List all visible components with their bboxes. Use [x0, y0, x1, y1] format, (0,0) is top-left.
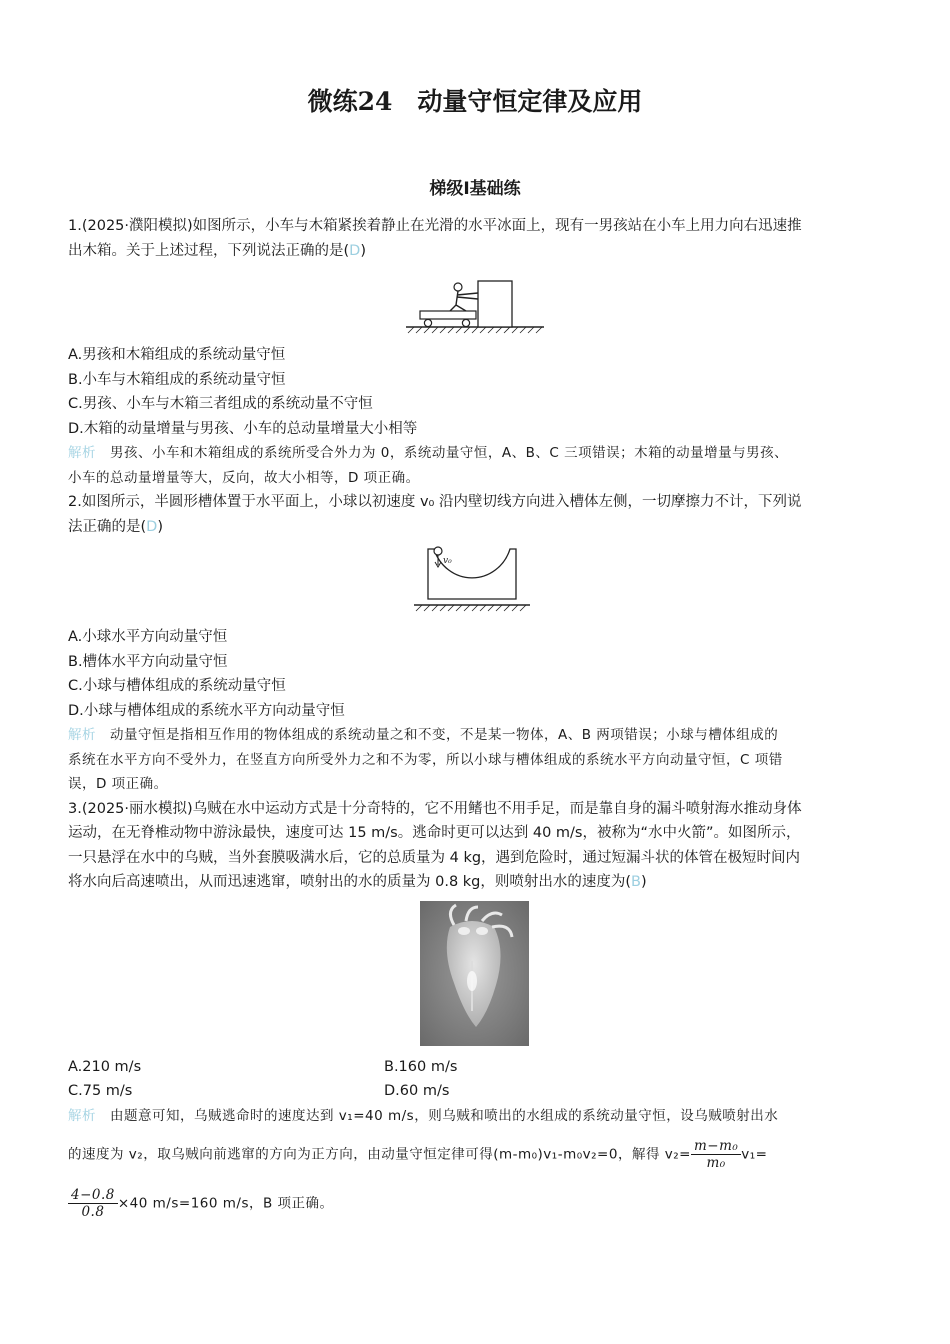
q3-stem-line3: 一只悬浮在水中的乌贼，当外套膜吸满水后，它的总质量为 4 kg，遇到危险时，通过短漏斗状的体管在极短时间内: [68, 849, 801, 866]
q1-answer: D: [349, 242, 361, 259]
q1-analysis-line1: 解析 男孩、小车和木箱组成的系统所受合外力为 0，系统动量守恒，A、B、C 三项错误；木箱的动量增量与男孩、: [68, 445, 789, 461]
q1-stem-line2: 出木箱。关于上述过程，下列说法正确的是(D): [68, 242, 366, 259]
section-title: 梯级Ⅰ基础练: [429, 179, 521, 199]
q2-analysis-line1: 解析 动量守恒是指相互作用的物体组成的系统动量之和不变，不是某一物体，A、B 两项错误；小球与槽体组成的: [68, 727, 779, 743]
q3-options-row2: [68, 1079, 888, 1104]
q3-answer: B: [631, 874, 641, 890]
q1-figure-boy-pushing-box: [68, 267, 888, 337]
page-title: 微练24 动量守恒定律及应用: [307, 87, 643, 116]
q2-analysis-line3: 误，D 项正确。: [68, 776, 168, 792]
q2-option-a: A.小球水平方向动量守恒: [68, 629, 228, 645]
q3-stem-line4: 将水向后高速喷出，从而迅速逃窜，喷射出的水的质量为 0.8 kg，则喷射出水的速度为(B): [68, 874, 647, 890]
q1-option-d: D.木箱的动量增量与男孩、小车的总动量增量大小相等: [68, 420, 418, 437]
q3-stem-line1: 3.(2025·丽水模拟)乌贼在水中运动方式是十分奇特的，它不用鳍也不用手足，而是靠自身的漏斗喷射海水推动身体: [68, 800, 802, 817]
q2-stem-line2: 法正确的是(D): [68, 518, 164, 535]
q2-stem-line1: 2.如图所示，半圆形槽体置于水平面上，小球以初速度 v₀ 沿内壁切线方向进入槽体左侧，一切摩擦力不计，下列说: [68, 494, 802, 510]
q2-answer: D: [146, 518, 158, 535]
q1-analysis-line2: 小车的总动量增量等大，反向，故大小相等，D 项正确。: [68, 469, 420, 486]
q2-figure-semicircle-groove: [68, 543, 888, 619]
q2-option-d: D.小球与槽体组成的系统水平方向动量守恒: [68, 702, 345, 719]
q3-figure-squid-photo: [68, 899, 888, 1049]
q3-analysis-line1: 解析 由题意可知，乌贼逃命时的速度达到 v₁=40 m/s，则乌贼和喷出的水组成的系统动量守恒，设乌贼喷射出水: [68, 1107, 779, 1124]
q3-stem-line2: 运动，在无脊椎动物中游泳最快，速度可达 15 m/s。逃命时更可以达到 40 m/s，被称为“水中火箭”。如图所示，: [68, 825, 801, 841]
q1-option-c: C.男孩、小车与木箱三者组成的系统动量不守恒: [68, 396, 373, 412]
document-body: [68, 214, 888, 1220]
q1-option-a: A.男孩和木箱组成的系统动量守恒: [68, 347, 286, 363]
q3-fraction-numeric: $\frac{4-0.8}{0.8}$: [68, 1187, 118, 1220]
q3-analysis-line3: $\frac{4-0.8}{0.8}$ ×40 m/s=160 m/s，B 项正确。: [68, 1187, 888, 1220]
q1-stem-line1: 1.(2025·濮阳模拟)如图所示，小车与木箱紧挨着静止在光滑的水平冰面上，现有一男孩站在小车上用力向右迅速推: [68, 218, 802, 234]
q3-option-c: C.75 m/s: [68, 1083, 133, 1099]
q3-fraction-mass: $\frac{\text{m−m₀}}{\text{m₀}}$: [691, 1138, 741, 1171]
q2-analysis-line2: 系统在水平方向不受外力，在竖直方向所受外力之和不为零，所以小球与槽体组成的系统水平方向动量守恒，C 项错: [68, 751, 783, 768]
q3-option-d: D.60 m/s: [384, 1083, 450, 1099]
q2-option-b: B.槽体水平方向动量守恒: [68, 653, 228, 670]
q3-analysis-line2: 的速度为 v₂，取乌贼向前逃窜的方向为正方向，由动量守恒定律可得(m-m₀)v₁-m₀v₂=0，解得 v₂= $\frac{\text{m−m₀}}{\text{m₀}}$ v₁=: [68, 1138, 768, 1171]
q3-option-b: B.160 m/s: [384, 1058, 458, 1075]
q2-figure-v0-label: v₀: [443, 556, 452, 566]
q1-option-b: B.小车与木箱组成的系统动量守恒: [68, 371, 286, 388]
q3-option-a: A.210 m/s: [68, 1058, 142, 1075]
q3-options-row1: [68, 1055, 888, 1080]
q2-option-c: C.小球与槽体组成的系统动量守恒: [68, 678, 286, 694]
